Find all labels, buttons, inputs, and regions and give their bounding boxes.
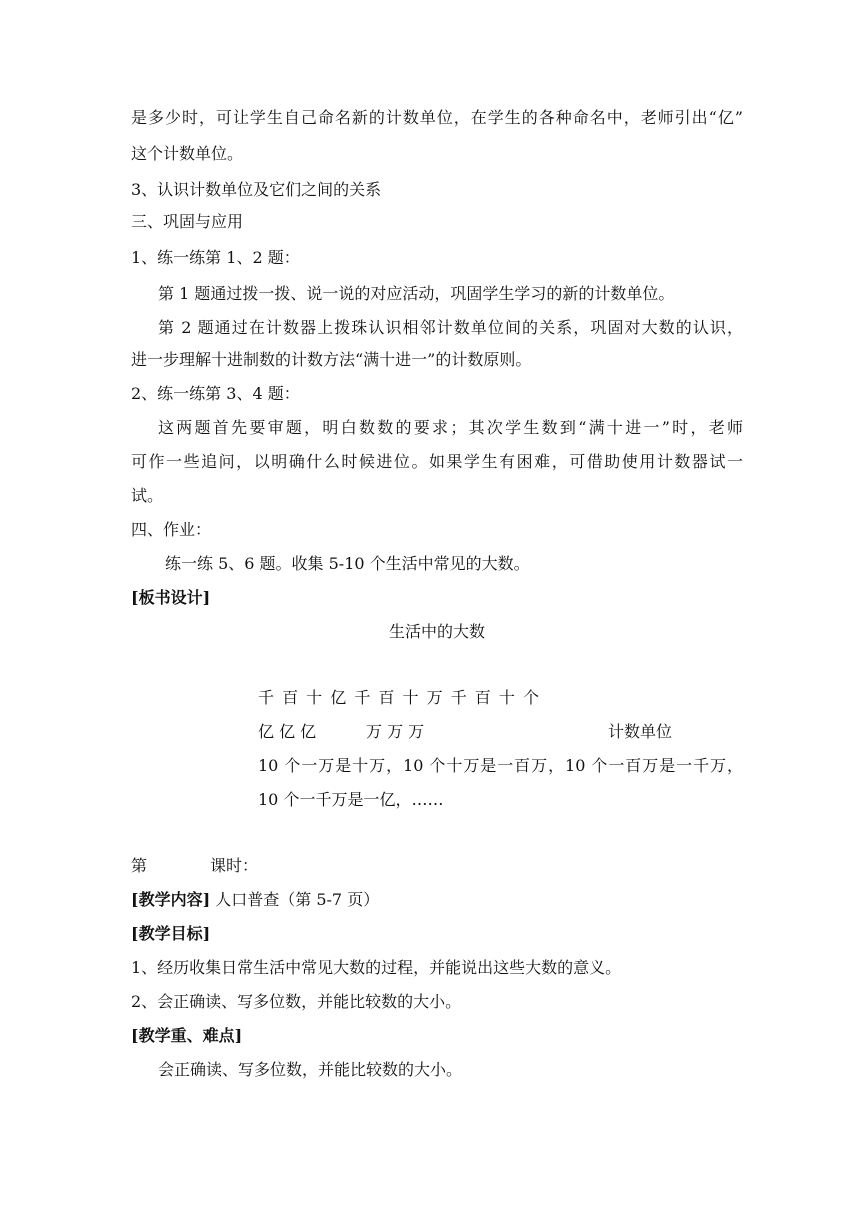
board-note-line: 10 个一万是十万，10 个十万是一百万，10 个一百万是一千万， [258,756,743,775]
paragraph-line: 进一步理解十进制数的计数方法“满十进一”的计数原则。 [131,350,532,369]
counting-unit-label: 计数单位 [608,722,673,741]
board-title: 生活中的大数 [388,622,485,641]
teaching-goals-heading: [教学目标] [131,924,211,943]
section-heading: 三、巩固与应用 [131,212,244,231]
key-points-text: 会正确读、写多位数，并能比较数的大小。 [158,1060,463,1079]
unit-label-wan: 万 万 万 [366,722,425,741]
board-note-line: 10 个一千万是一亿，…… [258,790,444,809]
paragraph-line: 第 1 题通过拨一拨、说一说的对应活动，巩固学生学习的新的计数单位。 [158,284,675,303]
homework-text: 练一练 5、6 题。收集 5-10 个生活中常见的大数。 [165,554,530,573]
paragraph-line: 这两题首先要审题，明白数数的要求；其次学生数到“满十进一”时，老师 [158,418,743,437]
unit-label-yi: 亿 亿 亿 [258,722,317,741]
teaching-content-text: 人口普查（第 5-7 页） [215,890,380,909]
paragraph-line: 试。 [131,486,164,505]
goal-item: 2、会正确读、写多位数，并能比较数的大小。 [131,992,462,1011]
teaching-content-heading: [教学内容] [131,890,211,909]
paragraph-line: 第 2 题通过在计数器上拨珠认识相邻计数单位间的关系，巩固对大数的认识， [158,318,743,337]
paragraph-line: 是多少时，可让学生自己命名新的计数单位，在学生的各种命名中，老师引出“亿” [131,108,743,127]
exercise-heading: 1、练一练第 1、2 题： [131,248,300,267]
goal-item: 1、经历收集日常生活中常见大数的过程，并能说出这些大数的意义。 [131,958,622,977]
lesson-number-prefix: 第 [131,856,148,875]
teaching-content-row [131,890,379,910]
section-item: 3、认识计数单位及它们之间的关系 [131,180,382,199]
place-value-row: 千 百 十 亿 千 百 十 万 千 百 十 个 [258,688,539,707]
exercise-heading: 2、练一练第 3、4 题： [131,384,300,403]
lesson-number-suffix: 课时： [210,856,259,875]
section-heading: 四、作业： [131,520,212,539]
board-design-heading: [板书设计] [131,588,211,607]
key-points-heading: [教学重、难点] [131,1026,243,1045]
paragraph-line: 可作一些追问，以明确什么时候进位。如果学生有困难，可借助使用计数器试一 [131,452,743,471]
paragraph-line: 这个计数单位。 [131,144,244,163]
